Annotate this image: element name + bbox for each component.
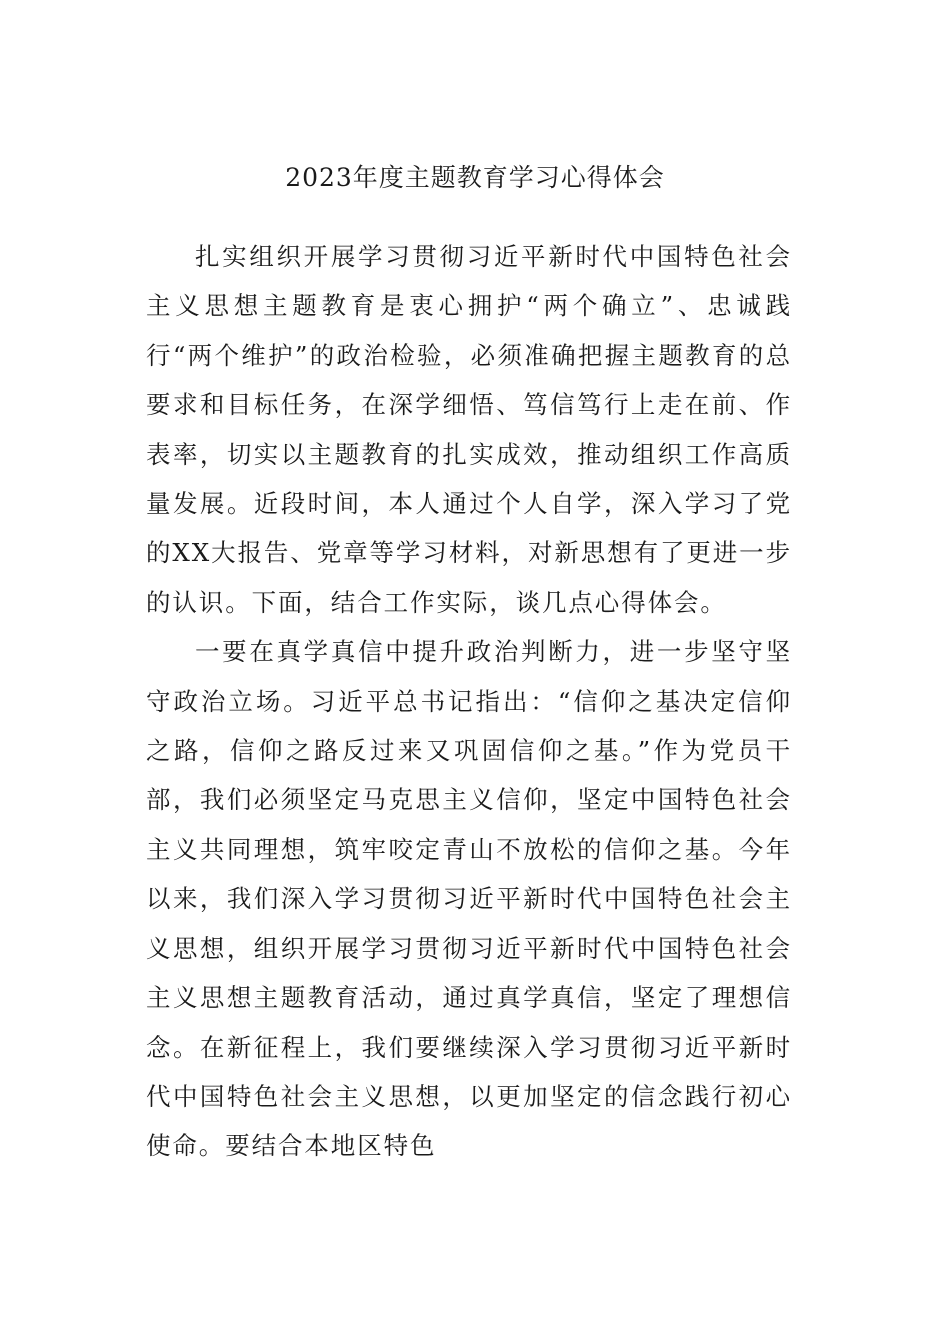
document-title: 2023年度主题教育学习心得体会 [285,163,665,192]
document-body [146,232,792,1171]
paragraph-intro: 扎实组织开展学习贯彻习近平新时代中国特色社会主义思想主题教育是衷心拥护“两个确立”、忠诚践行“两个维护”的政治检验，必须准确把握主题教育的总要求和目标任务，在深学细悟、笃信笃行上走在前、作表率，切实以主题教育的扎实成效，推动组织工作高质量发展。近段时间，本人通过个人自学，深入学习了党的XX大报告、党章等学习材料，对新思想有了更进一步的认识。下面，结合工作实际，谈几点心得体会。 [146,242,792,617]
paragraph-point-one: 一要在真学真信中提升政治判断力，进一步坚守坚守政治立场。习近平总书记指出：“信仰之基决定信仰之路，信仰之路反过来又巩固信仰之基。”作为党员干部，我们必须坚定马克思主义信仰，坚定中国特色社会主义共同理想，筑牢咬定青山不放松的信仰之基。今年以来，我们深入学习贯彻习近平新时代中国特色社会主义思想，组织开展学习贯彻习近平新时代中国特色社会主义思想主题教育活动，通过真学真信，坚定了理想信念。在新征程上，我们要继续深入学习贯彻习近平新时代中国特色社会主义思想，以更加坚定的信念践行初心使命。要结合本地区特色 [146,637,792,1161]
